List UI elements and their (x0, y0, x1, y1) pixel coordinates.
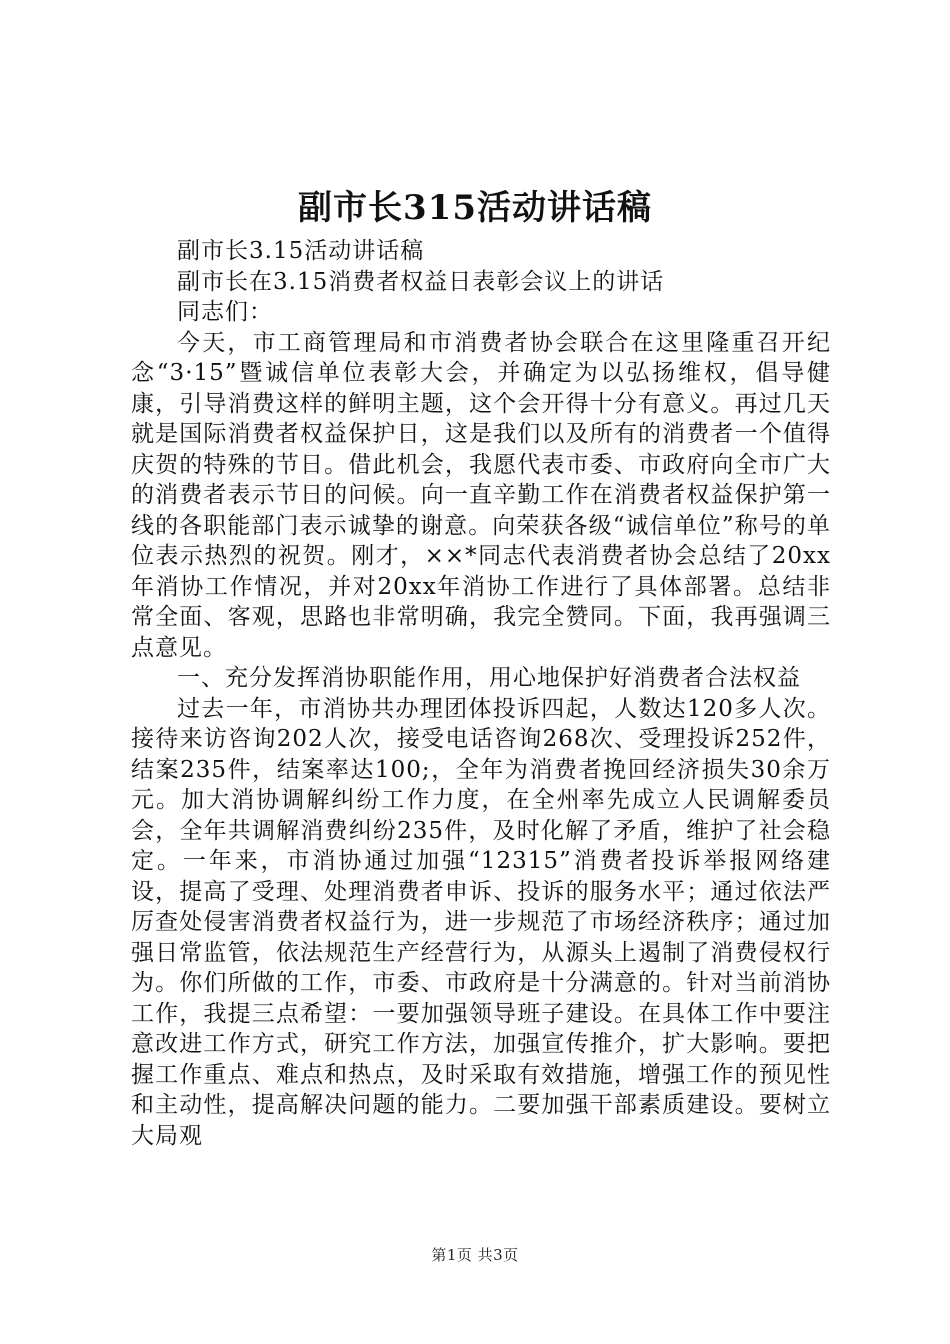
section-heading-1: 一、充分发挥消协职能作用，用心地保护好消费者合法权益 (177, 665, 801, 691)
paragraph-salutation: 同志们： (177, 299, 273, 325)
document-title: 副市长315活动讲话稿 (298, 188, 652, 228)
paragraph-intro: 今天，市工商管理局和市消费者协会联合在这里隆重召开纪念“3·15”暨诚信单位表彰大会，并确定为以弘扬维权，倡导健康，引导消费这样的鲜明主题，这个会开得十分有意义。再过几天就是国际消费者权益保护日，这是我们以及所有的消费者一个值得庆贺的特殊的节日。借此机会，我愿代表市委、市政府向全市广大的消费者表示节日的问候。向一直辛勤工作在消费者权益保护第一线的各职能部门表示诚挚的谢意。向荣获各级“诚信单位”称号的单位表示热烈的祝贺。刚才，××*同志代表消费者协会总结了20xx年消协工作情况，并对20xx年消协工作进行了具体部署。总结非常全面、客观，思路也非常明确，我完全赞同。下面，我再强调三点意见。 (131, 329, 831, 661)
document-body (131, 236, 831, 1151)
paragraph-subtitle: 副市长3.15活动讲话稿 (177, 238, 425, 264)
paragraph-section-1: 过去一年，市消协共办理团体投诉四起，人数达120多人次。接待来访咨询202人次，接受电话咨询268次、受理投诉252件，结案235件，结案率达100;，全年为消费者挽回经济损失30余万元。加大消协调解纠纷工作力度，在全州率先成立人民调解委员会，全年共调解消费纠纷235件，及时化解了矛盾，维护了社会稳定。一年来，市消协通过加强“12315”消费者投诉举报网络建设，提高了受理、处理消费者申诉、投诉的服务水平；通过依法严厉查处侵害消费者权益行为，进一步规范了市场经济秩序；通过加强日常监管，依法规范生产经营行为，从源头上遏制了消费侵权行为。你们所做的工作，市委、市政府是十分满意的。针对当前消协工作，我提三点希望：一要加强领导班子建设。在具体工作中要注意改进工作方式，研究工作方法，加强宣传推介，扩大影响。要把握工作重点、难点和热点，及时采取有效措施，增强工作的预见性和主动性，提高解决问题的能力。二要加强干部素质建设。要树立大局观 (131, 695, 831, 1149)
page-footer: 第1页 共3页 (431, 1246, 519, 1264)
paragraph-speech-title: 副市长在3.15消费者权益日表彰会议上的讲话 (177, 268, 665, 295)
